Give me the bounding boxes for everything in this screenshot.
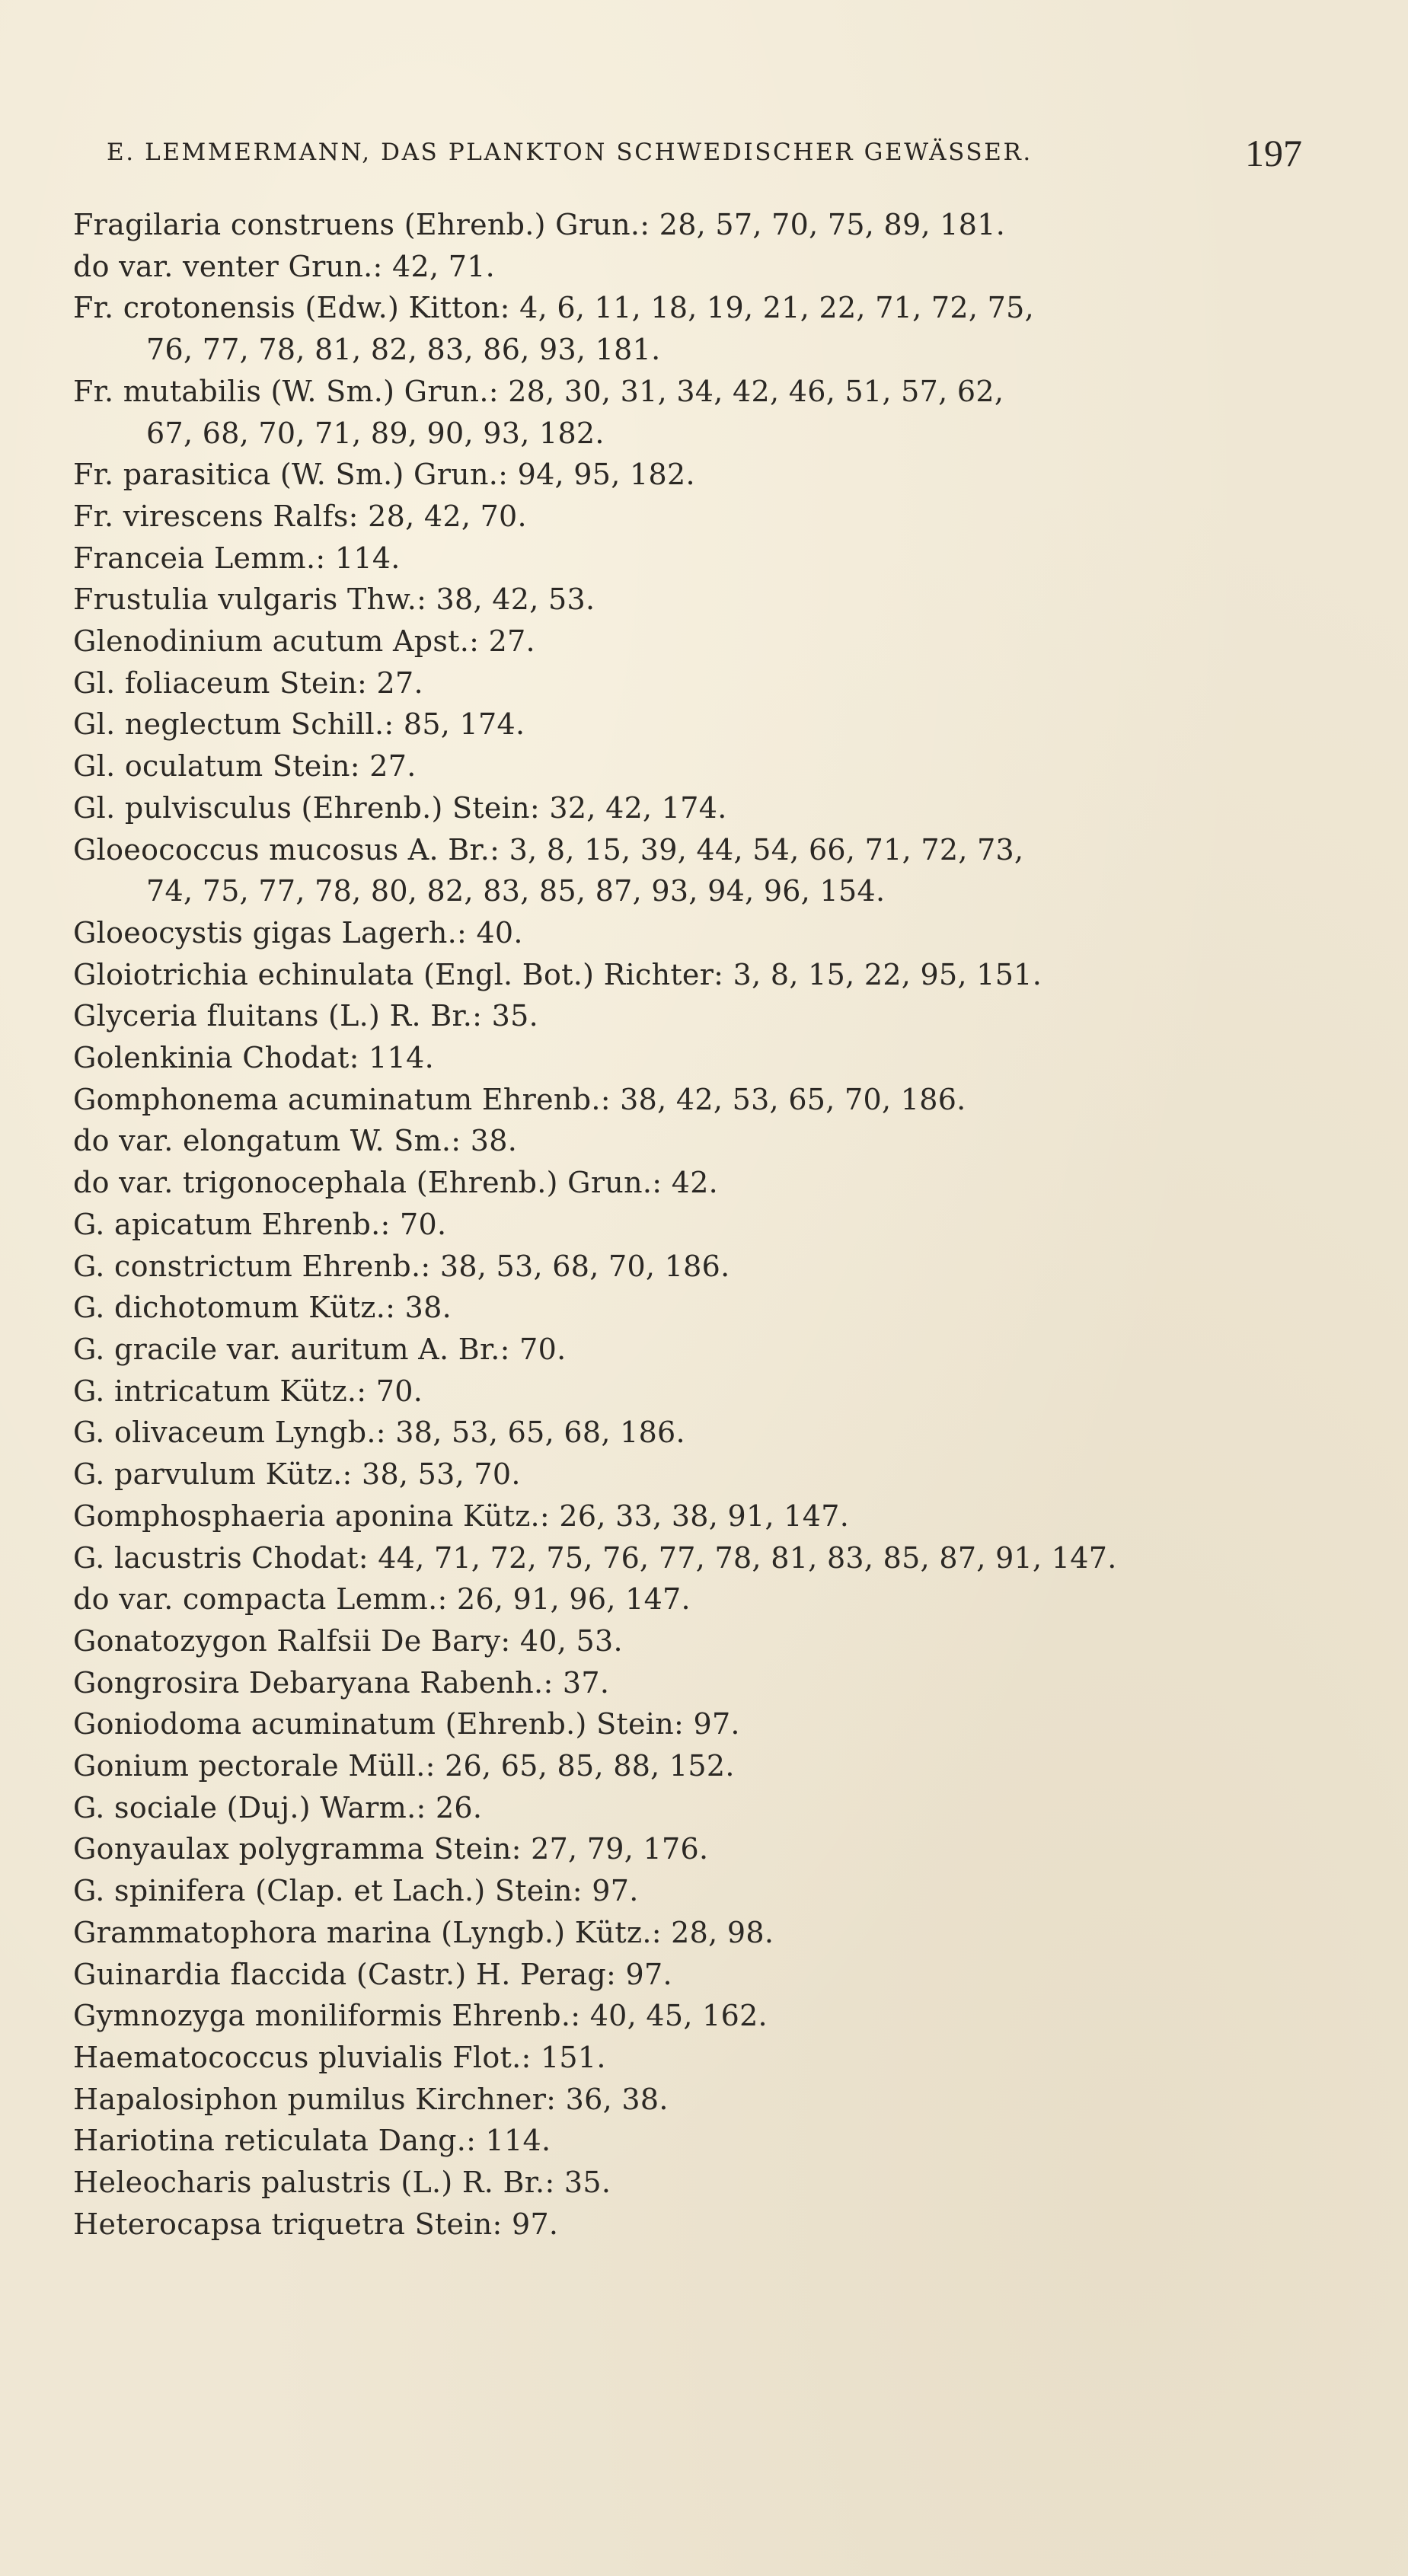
index-entry <box>73 2037 1322 2079</box>
index-entry <box>73 1287 1322 1329</box>
index-entry-text: Hapalosiphon pumilus Kirchner: 36, 38. <box>73 2082 669 2116</box>
index-entry <box>73 1204 1322 1246</box>
index-entry-text: Gloeococcus mucosus A. Br.: 3, 8, 15, 39, 44, 54, 66, 71, 72, 73, <box>73 832 1024 867</box>
index-entry-text: Franceia Lemm.: 114. <box>73 541 401 575</box>
index-entry-text: do var. elongatum W. Sm.: 38. <box>73 1124 518 1158</box>
index-entry <box>73 995 1322 1037</box>
index-entry <box>73 1495 1322 1537</box>
index-entry <box>73 1578 1322 1620</box>
index-entry-text: Fr. mutabilis (W. Sm.) Grun.: 28, 30, 31, 34, 42, 46, 51, 57, 62, <box>73 374 1004 408</box>
index-entry <box>73 1371 1322 1412</box>
index-entry <box>73 1787 1322 1829</box>
index-entry-text: Fr. virescens Ralfs: 28, 42, 70. <box>73 499 527 533</box>
index-entry-text: Glenodinium acutum Apst.: 27. <box>73 624 535 659</box>
index-entry-text: Hariotina reticulata Dang.: 114. <box>73 2124 551 2158</box>
index-entry <box>73 1120 1322 1162</box>
index-entry-continuation: 67, 68, 70, 71, 89, 90, 93, 182. <box>146 416 605 450</box>
index-entry-continuation: 76, 77, 78, 81, 82, 83, 86, 93, 181. <box>146 333 661 367</box>
index-entry-text: Fr. crotonensis (Edw.) Kitton: 4, 6, 11, 18, 19, 21, 22, 71, 72, 75, <box>73 291 1034 325</box>
index-entry <box>73 1745 1322 1787</box>
index-entry-text: Gl. pulvisculus (Ehrenb.) Stein: 32, 42, 174. <box>73 790 727 825</box>
index-entry-text: G. dichotomum Kütz.: 38. <box>73 1291 452 1325</box>
index-entry <box>73 204 1322 246</box>
index-entry <box>73 662 1322 704</box>
index-entry <box>73 2079 1322 2121</box>
index-entry <box>73 496 1322 538</box>
index-entry <box>73 2120 1322 2162</box>
index-entry-text: Gonatozygon Ralfsii De Bary: 40, 53. <box>73 1623 623 1658</box>
index-entry-text: G. apicatum Ehrenb.: 70. <box>73 1207 447 1241</box>
index-entry-text: Frustulia vulgaris Thw.: 38, 42, 53. <box>73 583 595 617</box>
index-entry <box>73 1703 1322 1745</box>
index-entry <box>73 621 1322 662</box>
index-entry-text: Goniodoma acuminatum (Ehrenb.) Stein: 97. <box>73 1707 740 1741</box>
index-entry-text: Gongrosira Debaryana Rabenh.: 37. <box>73 1665 610 1700</box>
species-index-list <box>73 204 1322 2245</box>
index-entry <box>73 1912 1322 1954</box>
index-entry <box>73 538 1322 579</box>
index-entry-text: Gl. neglectum Schill.: 85, 174. <box>73 707 525 742</box>
index-entry-text: G. spinifera (Clap. et Lach.) Stein: 97. <box>73 1874 639 1908</box>
index-entry-text: Golenkinia Chodat: 114. <box>73 1041 434 1075</box>
index-entry <box>73 1162 1322 1204</box>
index-entry-text: G. parvulum Kütz.: 38, 53, 70. <box>73 1457 521 1492</box>
index-entry-continuation: 74, 75, 77, 78, 80, 82, 83, 85, 87, 93, 94, 96, 154. <box>146 874 886 908</box>
running-head <box>107 128 1302 181</box>
index-entry <box>73 2204 1322 2246</box>
index-entry <box>73 912 1322 954</box>
index-entry <box>73 1079 1322 1121</box>
index-entry-text: Glyceria fluitans (L.) R. Br.: 35. <box>73 999 538 1033</box>
index-entry-text: G. constrictum Ehrenb.: 38, 53, 68, 70, 186. <box>73 1249 730 1283</box>
index-entry-text: G. lacustris Chodat: 44, 71, 72, 75, 76, 77, 78, 81, 83, 85, 87, 91, 147. <box>73 1540 1117 1575</box>
index-entry-text: Gl. oculatum Stein: 27. <box>73 749 417 784</box>
index-entry-text: Gonyaulax polygramma Stein: 27, 79, 176. <box>73 1832 709 1866</box>
index-entry-text: Gomphonema acuminatum Ehrenb.: 38, 42, 53, 65, 70, 186. <box>73 1082 966 1116</box>
index-entry-text: Gonium pectorale Müll.: 26, 65, 85, 88, 152. <box>73 1749 735 1783</box>
index-entry-text: Heterocapsa triquetra Stein: 97. <box>73 2207 559 2241</box>
index-entry <box>73 579 1322 621</box>
index-entry-text: do var. venter Grun.: 42, 71. <box>73 249 496 283</box>
index-entry-text: Gloiotrichia echinulata (Engl. Bot.) Richter: 3, 8, 15, 22, 95, 151. <box>73 957 1042 991</box>
index-entry <box>73 1329 1322 1371</box>
index-entry-text: Gloeocystis gigas Lagerh.: 40. <box>73 915 523 950</box>
index-entry-text: Grammatophora marina (Lyngb.) Kütz.: 28, 98. <box>73 1915 774 1949</box>
index-entry-text: G. sociale (Duj.) Warm.: 26. <box>73 1790 483 1824</box>
index-entry <box>73 1037 1322 1079</box>
index-entry <box>73 1870 1322 1912</box>
index-entry <box>73 787 1322 829</box>
index-entry-text: Fragilaria construens (Ehrenb.) Grun.: 28, 57, 70, 75, 89, 181. <box>73 208 1006 241</box>
index-entry <box>73 246 1322 288</box>
running-head-title: E. LEMMERMANN, DAS PLANKTON SCHWEDISCHER GEWÄSSER. <box>107 139 1033 166</box>
index-entry-text: Gomphosphaeria aponina Kütz.: 26, 33, 38, 91, 147. <box>73 1499 850 1533</box>
page-number: 197 <box>1245 132 1302 174</box>
index-entry <box>73 829 1322 912</box>
index-entry-text: G. gracile var. auritum A. Br.: 70. <box>73 1332 567 1366</box>
index-entry-text: G. intricatum Kütz.: 70. <box>73 1374 423 1408</box>
index-entry <box>73 1662 1322 1704</box>
index-entry <box>73 2162 1322 2204</box>
index-entry <box>73 1412 1322 1454</box>
index-entry <box>73 1828 1322 1870</box>
index-entry-text: do var. compacta Lemm.: 26, 91, 96, 147. <box>73 1582 691 1617</box>
index-entry <box>73 454 1322 496</box>
index-entry <box>73 1537 1322 1579</box>
index-entry-text: Guinardia flaccida (Castr.) H. Perag: 97. <box>73 1957 672 1991</box>
index-entry <box>73 704 1322 745</box>
index-entry <box>73 1995 1322 2037</box>
index-entry <box>73 1454 1322 1495</box>
index-entry-text: Haematococcus pluvialis Flot.: 151. <box>73 2040 606 2074</box>
index-entry <box>73 1620 1322 1662</box>
index-entry <box>73 745 1322 787</box>
index-entry-text: Heleocharis palustris (L.) R. Br.: 35. <box>73 2166 611 2200</box>
index-entry <box>73 371 1322 454</box>
index-entry <box>73 287 1322 370</box>
index-entry-text: Gymnozyga moniliformis Ehrenb.: 40, 45, 162. <box>73 1999 768 2033</box>
index-entry <box>73 1954 1322 1996</box>
index-entry <box>73 954 1322 996</box>
index-entry-text: Fr. parasitica (W. Sm.) Grun.: 94, 95, 182. <box>73 458 695 492</box>
index-entry-text: G. olivaceum Lyngb.: 38, 53, 65, 68, 186. <box>73 1416 685 1450</box>
index-entry-text: Gl. foliaceum Stein: 27. <box>73 666 423 700</box>
index-entry <box>73 1246 1322 1288</box>
index-entry-text: do var. trigonocephala (Ehrenb.) Grun.: 42. <box>73 1166 719 1200</box>
